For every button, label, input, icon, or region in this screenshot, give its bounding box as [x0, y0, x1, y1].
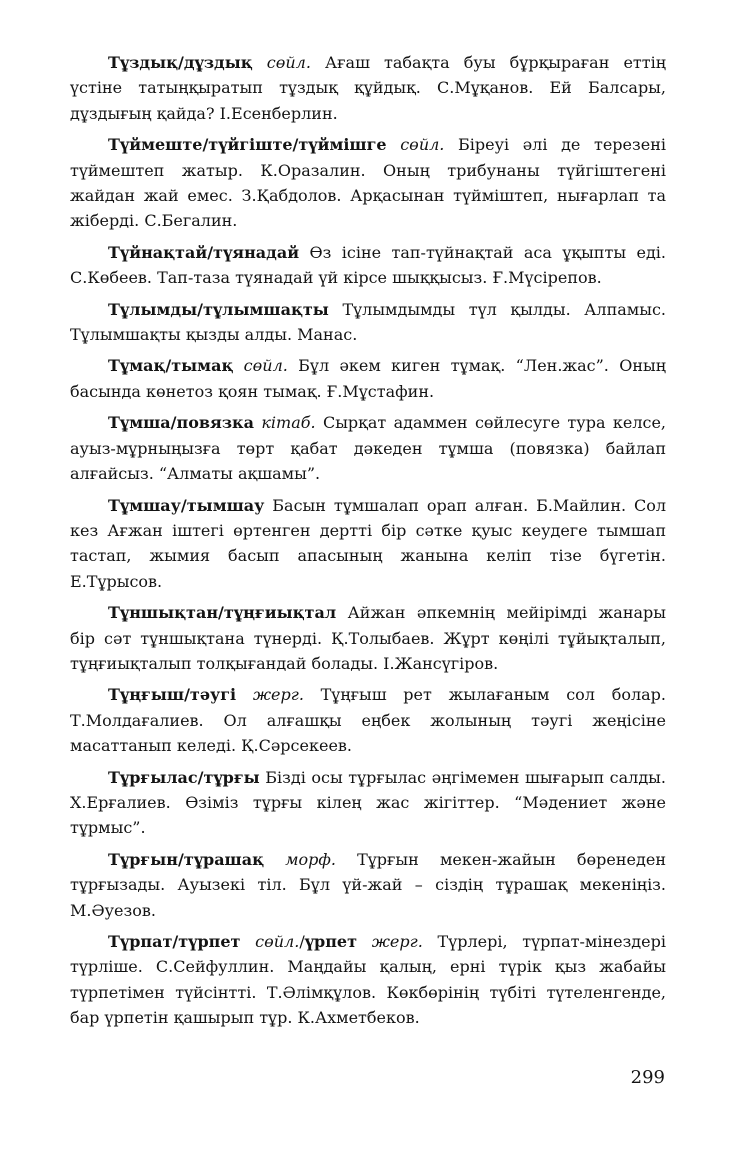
dictionary-entry [70, 410, 666, 486]
entry-headword: Тұңғыш/тәугі [108, 685, 237, 705]
entry-label: морф. [285, 849, 336, 869]
dictionary-entry [70, 353, 666, 404]
entry-headword: Түймеште/түйгіште/түймішге [108, 135, 387, 155]
entry-text: Тұрғын мекен-жайын бөренеден тұрғызады. Ауызекі тіл. Бұл үй-жай – сіздің тұрашақ мекеніңіз. М.Әуезов. [70, 849, 666, 920]
dictionary-entry [70, 600, 666, 676]
entry-headword: Түрпат/түрпет [108, 932, 241, 951]
entry-text: Түрлері, түрпат-мінездері түрліше. С.Сейфуллин. Маңдайы қалың, ерні түрік қыз жабайы түрпетімен түйсінтті. Т.Әлімқұлов. Көкбөрінің түбіті түтеленгенде, бар үрпетін қашырып тұр. К.Ахметбеков. [70, 932, 666, 1028]
entry-headword: Тұздық/дұздық [108, 53, 253, 72]
dictionary-entry [70, 765, 666, 841]
entry-headword: Тұрғылас/тұрғы [108, 767, 260, 787]
entry-label: сөйл. [266, 53, 311, 72]
dictionary-entry [70, 682, 666, 758]
entry-text: Ағаш табақта буы бұрқыраған еттің үстіне татыңқыратып тұздық құйдық. С.Мұқанов. Ей Балсары, дұздығың қайда? І.Есенберлин. [70, 53, 667, 123]
entry-text: Айжан әпкемнің мейірімді жанары бір сәт тұншықтана түнерді. Қ.Толыбаев. Жұрт көңілі тұйықталып, тұңғиықталып толқығандай болады. І.Жансүгіров. [70, 603, 666, 673]
entry-text: Басын тұмшалап орап алған. Б.Майлин. Сол кез Ағжан іштегі өртенген дертті бір сәтке қуыс кеудеге тымшап тастап, жымия басып апасының жанына келіп тізе бүгетін. Е.Тұрысов. [70, 495, 666, 591]
entry-headword-variant: үрпет [304, 932, 358, 951]
entry-label: сөйл. [243, 356, 288, 376]
entry-text: Тұлымдымды түл қылды. Алпамыс. Тұлымшақты қызды алды. Манас. [70, 299, 666, 345]
entry-headword: Тұлымды/тұлымшақты [108, 299, 329, 319]
entry-separator: / [299, 932, 305, 951]
entry-text: Бұл әкем киген тұмақ. “Лен.жас”. Оның басында көнетоз қоян тымақ. Ғ.Мұстафин. [70, 356, 666, 401]
dictionary-entry [70, 493, 666, 595]
entry-text: Бізді осы тұрғылас әңгімемен шығарып салды. Х.Ерғалиев. Өзіміз тұрғы кілең жас жігіттер. “Мәдениет және тұрмыс”. [70, 767, 666, 838]
entry-headword: Тұншықтан/тұңғиықтал [108, 603, 337, 623]
dictionary-entry [70, 50, 666, 126]
entry-label: сөйл. [400, 135, 445, 155]
entry-text: Тұңғыш рет жылағаным сол болар. Т.Молдағалиев. Ол алғашқы еңбек жолының тәугі жеңісіне масаттанып келеді. Қ.Сәрсекеев. [70, 685, 666, 756]
entry-text: Біреуі әлі де терезені түймештеп жатыр. К.Оразалин. Оның трибунаны түйгіштегені жайдан жай емес. З.Қабдолов. Арқасынан түйміштеп, нығарлап та жіберді. С.Бегалин. [70, 135, 666, 231]
entries-column [70, 50, 666, 1037]
dictionary-entry [70, 929, 666, 1031]
dictionary-entry [70, 297, 666, 348]
entry-text: Өз ісіне тап-түйнақтай аса ұқыпты еді. С.Көбеев. Тап-таза түянадай үй кірсе шыққысыз. Ғ.Мүсірепов. [70, 242, 666, 288]
dictionary-entry [70, 847, 666, 923]
entry-headword: Тұмша/повязка [108, 413, 254, 433]
entry-text: Сырқат адаммен сөйлесуге тура келсе, ауыз-мұрныңызға төрт қабат дәкеден тұмша (повязка) байлап алғайсыз. “Алматы ақшамы”. [70, 413, 666, 484]
page-number: 299 [630, 1067, 665, 1088]
entry-label-variant: жерг. [371, 932, 423, 951]
entry-headword: Тұмшау/тымшау [108, 495, 265, 515]
entry-headword: Тұрғын/тұрашақ [108, 849, 265, 869]
entry-headword: Түйнақтай/түянадай [108, 242, 300, 262]
dictionary-entry [70, 240, 666, 291]
entry-label: сөйл. [255, 932, 300, 951]
dictionary-entry [70, 132, 666, 234]
entry-label: жерг. [252, 685, 304, 705]
entry-headword: Тұмақ/тымақ [108, 356, 234, 376]
entry-label: кітаб. [261, 413, 316, 433]
